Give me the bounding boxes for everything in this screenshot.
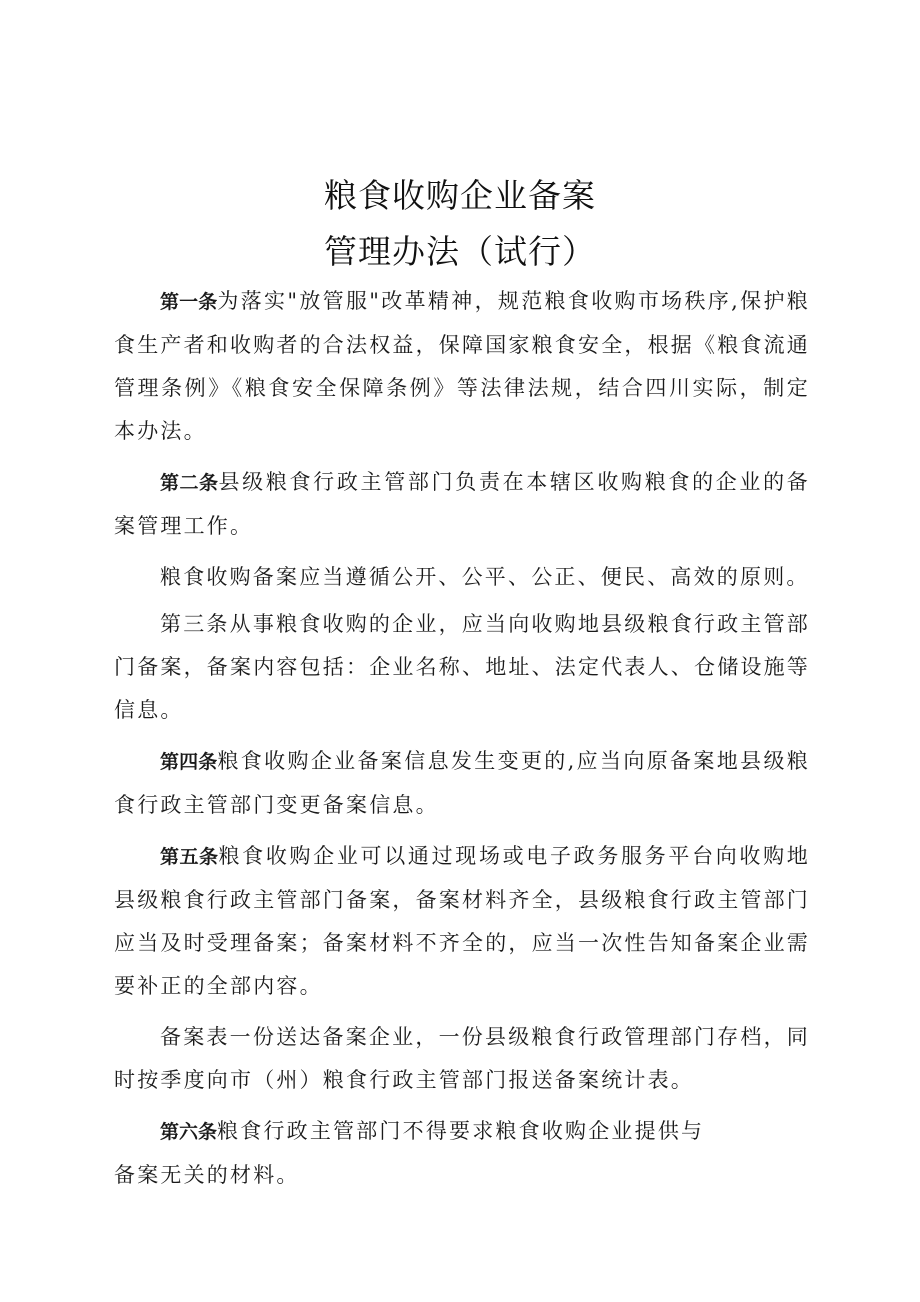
article-text: 为落实"放管服"改革精神，规范粮食收购市场秩序,保护粮食生产者和收购者的合法权益，保障国家粮食安全，根据《粮食流通管理条例》《粮食安全保障条例》等法律法规，结合四川实际，制定本办法。 (114, 289, 810, 443)
article-label: 第五条 (160, 846, 219, 868)
article-text: 粮食行政主管部门不得要求粮食收购企业提供与 (217, 1119, 705, 1143)
document-body (114, 280, 810, 1205)
article-2-principle-paragraph (114, 556, 810, 599)
paragraph-text: 第三条从事粮食收购的企业，应当向收购地县级粮食行政主管部门备案，备案内容包括：企业名称、地址、法定代表人、仓储设施等信息。 (114, 612, 810, 722)
article-6-paragraph (114, 1110, 810, 1197)
document-title-line-2: 管理办法（试行） (324, 232, 596, 271)
article-text: 粮食收购企业可以通过现场或电子政务服务平台向收购地县级粮食行政主管部门备案，备案材料齐全，县级粮食行政主管部门应当及时受理备案；备案材料不齐全的，应当一次性告知备案企业需要补正的全部内容。 (114, 844, 810, 998)
article-text: 粮食收购企业备案信息发生变更的,应当向原备案地县级粮食行政主管部门变更备案信息。 (114, 749, 810, 817)
article-1-paragraph (114, 280, 810, 453)
article-label: 第一条 (160, 291, 218, 313)
article-2-paragraph (114, 461, 810, 548)
document-title-line-1: 粮食收购企业备案 (324, 176, 596, 215)
paragraph-text: 备案表一份送达备案企业，一份县级粮食行政管理部门存档，同时按季度向市（州）粮食行政主管部门报送备案统计表。 (114, 1025, 810, 1092)
article-text: 县级粮食行政主管部门负责在本辖区收购粮食的企业的备案管理工作。 (114, 470, 810, 538)
article-text-continued: 备案无关的材料。 (114, 1163, 300, 1187)
article-5-filing-paragraph (114, 1016, 810, 1102)
article-label: 第四条 (160, 751, 218, 773)
article-4-paragraph (114, 740, 810, 827)
article-3-paragraph (114, 603, 810, 732)
article-5-paragraph (114, 835, 810, 1008)
paragraph-text: 粮食收购备案应当遵循公开、公平、公正、便民、高效的原则。 (160, 565, 810, 589)
article-label: 第二条 (160, 472, 219, 494)
article-label: 第六条 (160, 1121, 218, 1143)
